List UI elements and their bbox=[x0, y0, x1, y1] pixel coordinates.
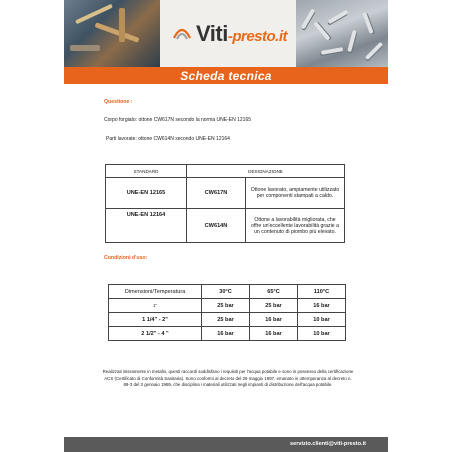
code-cell: CW614N bbox=[187, 209, 246, 243]
footer-bar bbox=[64, 437, 388, 452]
dimension-cell: 1 1/4" - 2" bbox=[109, 313, 202, 327]
questione-heading: Questione : bbox=[104, 99, 133, 105]
questione-line-2: Parti lavorate: ottone CW614N secondo UNE-EN 12164 bbox=[106, 136, 230, 142]
pressure-cell: 16 bar bbox=[250, 327, 298, 341]
brand-logo bbox=[172, 21, 287, 47]
temp-header-65: 65°C bbox=[250, 285, 298, 299]
screws-photo bbox=[296, 0, 388, 67]
pressure-cell: 25 bar bbox=[202, 313, 250, 327]
table-row bbox=[106, 178, 345, 209]
questione-line-1: Corpo forgiato: ottone CW617N secondo la norma UNE-EN 12165 bbox=[104, 117, 252, 123]
brand-suffix: -presto.it bbox=[227, 28, 287, 45]
pressure-cell: 16 bar bbox=[202, 327, 250, 341]
dimension-cell: 1" bbox=[109, 299, 202, 313]
table-row bbox=[109, 299, 346, 313]
standard-header: STANDARD bbox=[106, 165, 187, 178]
code-cell: CW617N bbox=[187, 178, 246, 209]
conditions-heading: Condizioni d'uso: bbox=[104, 255, 148, 261]
temp-header-110: 110°C bbox=[298, 285, 346, 299]
table-row bbox=[106, 209, 345, 243]
materials-table bbox=[105, 164, 345, 243]
description-cell: Ottone a lavorabilità migliorata, che offre un'eccellente lavorabilità grazie a un contenuto di piombo più elevato. bbox=[246, 209, 345, 243]
conditions-table bbox=[108, 284, 346, 341]
brand-name: Viti bbox=[196, 21, 228, 46]
table-row bbox=[109, 313, 346, 327]
pressure-cell: 10 bar bbox=[298, 327, 346, 341]
dimension-header: Dimensioni/Temperatura bbox=[109, 285, 202, 299]
standard-cell: UNE-EN 12164 bbox=[106, 209, 187, 243]
footer-email-link[interactable]: servizio.clienti@viti-presto.it bbox=[289, 441, 366, 447]
pressure-cell: 25 bar bbox=[202, 299, 250, 313]
page-title: Scheda tecnica bbox=[180, 68, 272, 83]
pressure-cell: 16 bar bbox=[250, 313, 298, 327]
title-banner bbox=[64, 67, 388, 84]
pressure-cell: 16 bar bbox=[298, 299, 346, 313]
description-cell: Ottone lavorato, ampiamente utilizzato per componenti stampati a caldo. bbox=[246, 178, 345, 209]
pressure-cell: 10 bar bbox=[298, 313, 346, 327]
certification-note: Realizzati interamente in metallo, questi raccordi soddisfano i requisiti per l'acqua potabile e sono in possesso della certificazione ACS (Certificato di Conformità Sanitaria). Sono conformi al decreto del 29 maggio 1997, emanato in ottemperanza al decreto n. 89-3 del 3 gennaio 1989, che disciplina i materiali utilizzati negli impianti di distribuzione dell'acqua potabile. bbox=[102, 369, 354, 387]
table-row bbox=[109, 327, 346, 341]
pressure-cell: 25 bar bbox=[250, 299, 298, 313]
designation-header: DESIGNAZIONE bbox=[187, 165, 345, 178]
standard-cell: UNE-EN 12165 bbox=[106, 178, 187, 209]
temp-header-30: 30°C bbox=[202, 285, 250, 299]
tools-photo bbox=[64, 0, 160, 67]
dimension-cell: 2 1/2" - 4 " bbox=[109, 327, 202, 341]
technical-sheet-page bbox=[64, 0, 388, 452]
logo-mark-icon bbox=[172, 24, 192, 44]
header bbox=[64, 0, 388, 67]
